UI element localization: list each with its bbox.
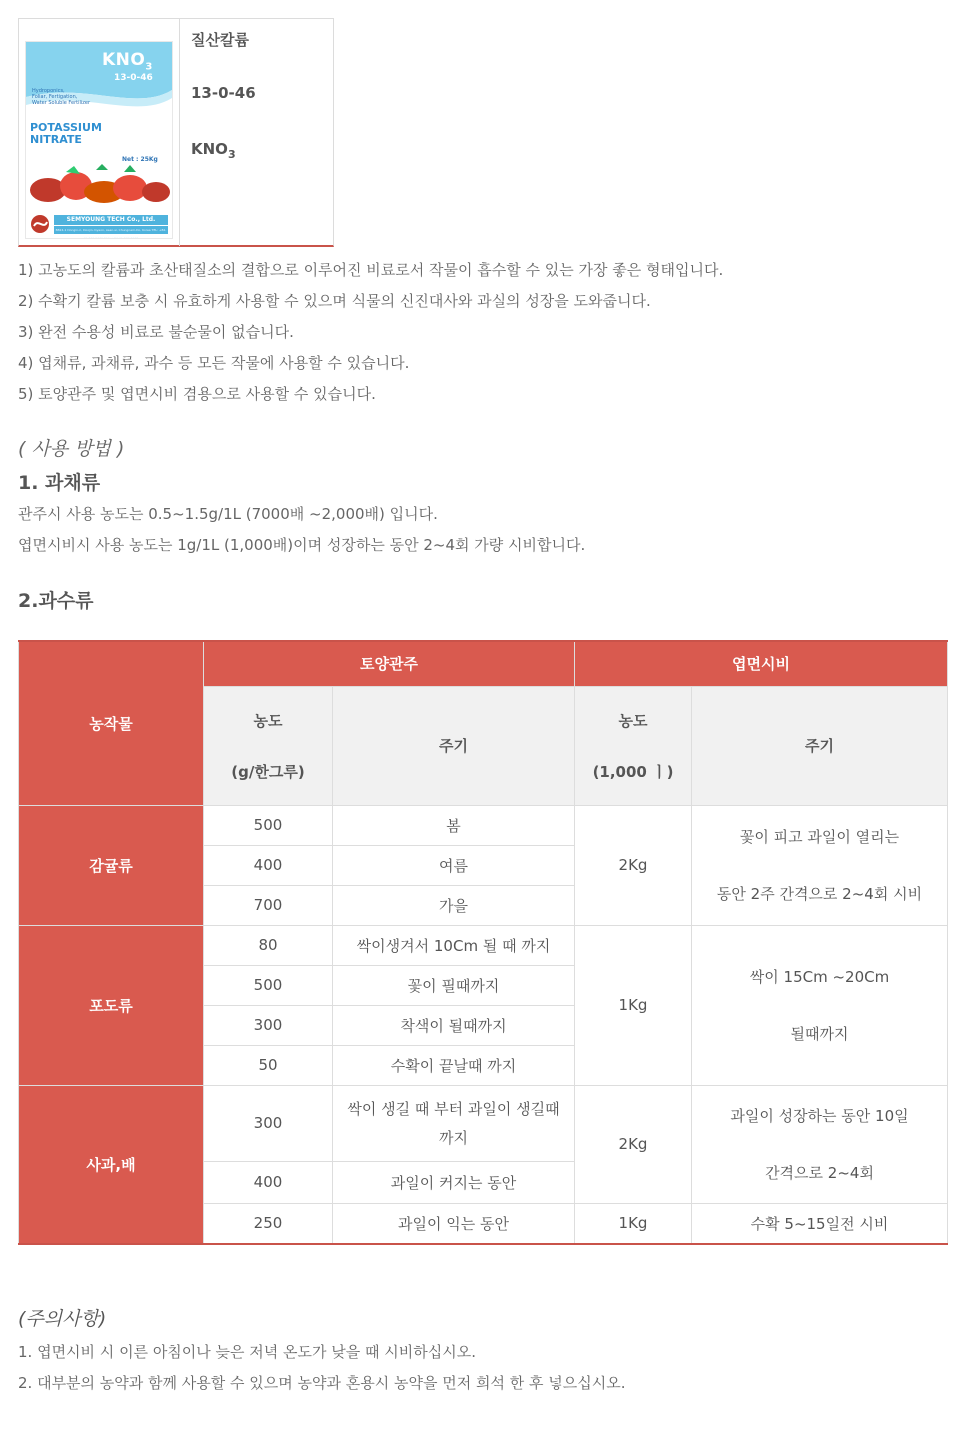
table-row: [19, 1085, 948, 1161]
soil-concentration-cell: 300: [204, 1085, 333, 1161]
foliar-period-cell: [692, 805, 948, 925]
bag-company-name: SEMYOUNG TECH Co., Ltd.: [54, 215, 168, 225]
crop-name: 감귤류: [19, 805, 204, 925]
soil-period-header: 주기: [333, 686, 575, 805]
bag-desc-line: Water Soluble Fertilizer: [32, 100, 91, 106]
bag-net-weight: Net : 25Kg: [122, 156, 158, 163]
soil-concentration-cell: 50: [204, 1045, 333, 1085]
product-info-box: [18, 18, 334, 247]
soil-concentration-cell: 700: [204, 885, 333, 925]
bag-contact-text: TEL: +82-41-532-5739 FAX: +82-41-532-5738: [83, 228, 167, 239]
cell-line: 까지: [439, 1129, 468, 1147]
soil-period-cell: 봄: [333, 805, 575, 845]
fruit-tree-usage-table: [18, 640, 948, 1245]
soil-drench-header: 토양관주: [204, 641, 575, 686]
cell-line: 싹이 생길 때 부터 과일이 생길때: [347, 1100, 560, 1118]
usage-line: 관주시 사용 농도는 0.5~1.5g/1L (7000배 ~2,000배) 입니다.: [18, 505, 438, 523]
product-ratio: 13-0-46: [191, 84, 256, 102]
foliar-period-cell: 수확 5~15일전 시비: [692, 1203, 948, 1244]
header-line: (1,000 ㅣ): [592, 762, 674, 781]
bag-desc-line: Hydroponics,: [32, 88, 65, 94]
soil-concentration-cell: 400: [204, 1161, 333, 1203]
soil-concentration-cell: 500: [204, 965, 333, 1005]
feature-item: 5) 토양관주 및 엽면시비 겸용으로 사용할 수 있습니다.: [18, 385, 376, 403]
header-line: (g/한그루): [231, 762, 305, 781]
usage-heading: ( 사용 방법 ): [18, 438, 125, 460]
cell-line: 간격으로 2~4회: [765, 1164, 874, 1182]
soil-concentration-cell: 80: [204, 925, 333, 965]
soil-concentration-cell: 250: [204, 1203, 333, 1244]
foliar-concentration-cell: 2Kg: [575, 1085, 692, 1203]
soil-concentration-header: [204, 686, 333, 805]
soil-concentration-cell: 300: [204, 1005, 333, 1045]
foliar-concentration-cell: 2Kg: [575, 805, 692, 925]
soil-concentration-cell: 500: [204, 805, 333, 845]
foliar-header: 엽면시비: [575, 641, 948, 686]
caution-heading: (주의사항): [18, 1308, 107, 1330]
foliar-concentration-header: [575, 686, 692, 805]
soil-period-cell: 수확이 끝날때 까지: [333, 1045, 575, 1085]
foliar-period-header: 주기: [692, 686, 948, 805]
table-row: [19, 925, 948, 965]
feature-item: 3) 완전 수용성 비료로 불순물이 없습니다.: [18, 323, 294, 341]
soil-period-cell: 가을: [333, 885, 575, 925]
cell-line: 동안 2주 간격으로 2~4회 시비: [716, 885, 923, 903]
soil-period-cell: 싹이생겨서 10Cm 될 때 까지: [333, 925, 575, 965]
foliar-concentration-cell: 1Kg: [575, 925, 692, 1085]
feature-item: 1) 고농도의 칼륨과 초산태질소의 결합으로 이루어진 비료로서 작물이 흡수할 수 있는 가장 좋은 형태입니다.: [18, 261, 724, 279]
bag-desc-line: Foliar, Fertigation,: [32, 94, 78, 100]
bag-ratio: 13-0-46: [114, 73, 153, 83]
feature-item: 4) 엽채류, 과채류, 과수 등 모든 작물에 사용할 수 있습니다.: [18, 354, 410, 372]
product-image-cell: [19, 19, 180, 246]
cell-line: 될때까지: [790, 1025, 849, 1043]
bag-product-name: [30, 122, 102, 146]
cell-line: 싹이 15Cm ~20Cm: [749, 968, 890, 986]
table-header-row: [19, 641, 948, 686]
soil-period-cell: [333, 1085, 575, 1161]
bag-formula: $KNO_3$: [102, 50, 153, 73]
crop-header: 농작물: [19, 641, 204, 805]
usage-line: 엽면시비시 사용 농도는 1g/1L (1,000배)이며 성장하는 동안 2~4회 가량 시비합니다.: [18, 536, 586, 554]
foliar-concentration-cell: 1Kg: [575, 1203, 692, 1244]
cell-line: 꽃이 피고 과일이 열리는: [739, 828, 900, 846]
soil-period-cell: 과일이 커지는 동안: [333, 1161, 575, 1203]
soil-period-cell: 꽃이 필때까지: [333, 965, 575, 1005]
foliar-period-cell: [692, 1085, 948, 1203]
foliar-period-cell: [692, 925, 948, 1085]
header-line: 농도: [253, 711, 283, 730]
section-title: 2.과수류: [18, 590, 94, 612]
soil-concentration-cell: 400: [204, 845, 333, 885]
section-title: 1. 과채류: [18, 472, 101, 494]
bag-company-address: [54, 226, 168, 239]
soil-period-cell: 착색이 될때까지: [333, 1005, 575, 1045]
crop-name: 사과,배: [19, 1085, 204, 1244]
soil-period-cell: 여름: [333, 845, 575, 885]
table-row: [19, 805, 948, 845]
header-line: 농도: [618, 711, 648, 730]
feature-item: 2) 수확기 칼륨 보충 시 유효하게 사용할 수 있으며 식물의 신진대사와 과실의 성장을 도와줍니다.: [18, 292, 651, 310]
bag-name-line: POTASSIUM: [30, 121, 102, 134]
product-bag-image: [25, 41, 173, 239]
company-logo-icon: [30, 214, 50, 234]
soil-period-cell: 과일이 익는 동안: [333, 1203, 575, 1244]
bag-name-line: NITRATE: [30, 133, 82, 146]
fruits-illustration: [26, 162, 172, 206]
bag-address-text: B824-1 Dongin-ri, Doojin-myeon, Asan-si, Chungnam-Do, Korea: [55, 228, 151, 232]
caution-item: 1. 엽면시비 시 이른 아침이나 늦은 저녁 온도가 낮을 때 시비하십시오.: [18, 1343, 476, 1361]
crop-name: 포도류: [19, 925, 204, 1085]
product-name: 질산칼륨: [191, 31, 249, 49]
cell-line: 과일이 성장하는 동안 10일: [730, 1107, 909, 1125]
product-formula: $KNO_3$: [191, 140, 236, 161]
caution-item: 2. 대부분의 농약과 함께 사용할 수 있으며 농약과 혼용시 농약을 먼저 희석 한 후 넣으십시오.: [18, 1374, 626, 1392]
bag-description: [32, 88, 112, 106]
